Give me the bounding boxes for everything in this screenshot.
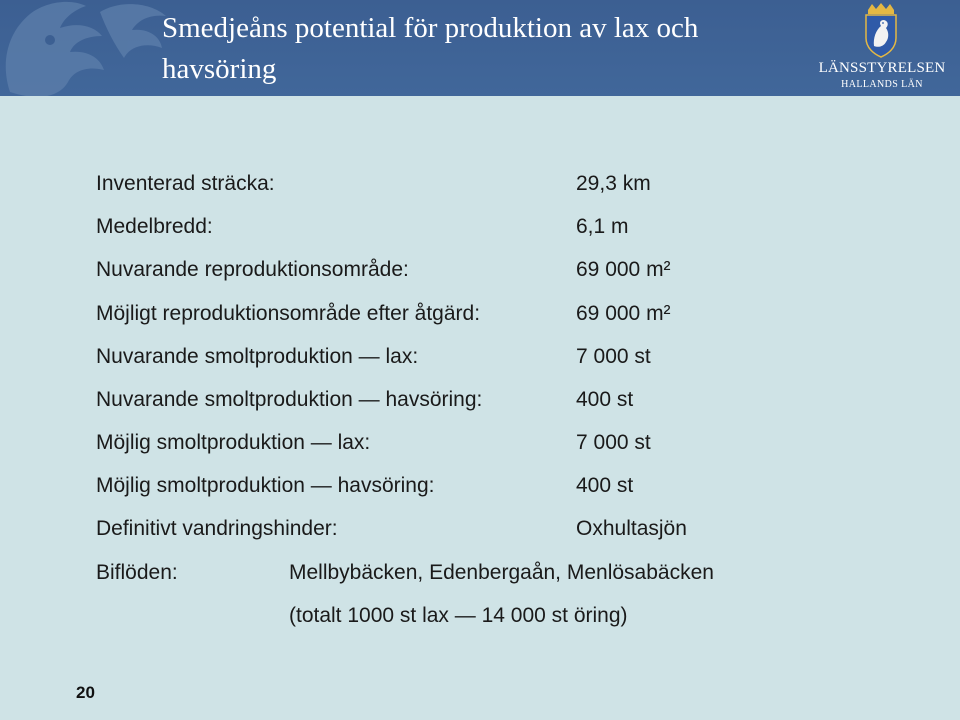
row-value: 7 000 st: [576, 431, 651, 454]
coat-of-arms-icon: [858, 2, 904, 58]
tributaries-note: (totalt 1000 st lax — 14 000 st öring): [289, 604, 628, 627]
page-number: 20: [76, 683, 95, 702]
row-value: 400 st: [576, 388, 634, 411]
lansstyrelsen-logo: [812, 2, 952, 94]
row-label: Definitivt vandringshinder:: [96, 517, 338, 540]
row-label: Möjlig smoltproduktion — havsöring:: [96, 474, 435, 497]
tributaries-label: Biflöden:: [96, 561, 178, 584]
header-bar: [0, 0, 960, 96]
row-value: 69 000 m²: [576, 258, 671, 281]
tributaries-value: Mellbybäcken, Edenbergaån, Menlösabäcken: [289, 561, 714, 584]
row-value: 7 000 st: [576, 345, 651, 368]
row-value: 29,3 km: [576, 172, 651, 195]
row-value: 6,1 m: [576, 215, 629, 238]
row-label: Inventerad sträcka:: [96, 172, 275, 195]
row-label: Möjlig smoltproduktion — lax:: [96, 431, 371, 454]
row-value: 69 000 m²: [576, 302, 671, 325]
row-label: Möjligt reproduktionsområde efter åtgärd:: [96, 302, 481, 325]
logo-subtitle: HALLANDS LÄN: [841, 79, 923, 90]
row-label: Nuvarande smoltproduktion — havsöring:: [96, 388, 483, 411]
row-label: Nuvarande reproduktionsområde:: [96, 258, 409, 281]
row-value: 400 st: [576, 474, 634, 497]
row-value: Oxhultasjön: [576, 517, 687, 540]
page-title: Smedjeåns potential för produktion av lax och havsöring: [162, 12, 699, 85]
row-label: Nuvarande smoltproduktion — lax:: [96, 345, 419, 368]
logo-name: LÄNSSTYRELSEN: [818, 60, 946, 76]
row-label: Medelbredd:: [96, 215, 213, 238]
